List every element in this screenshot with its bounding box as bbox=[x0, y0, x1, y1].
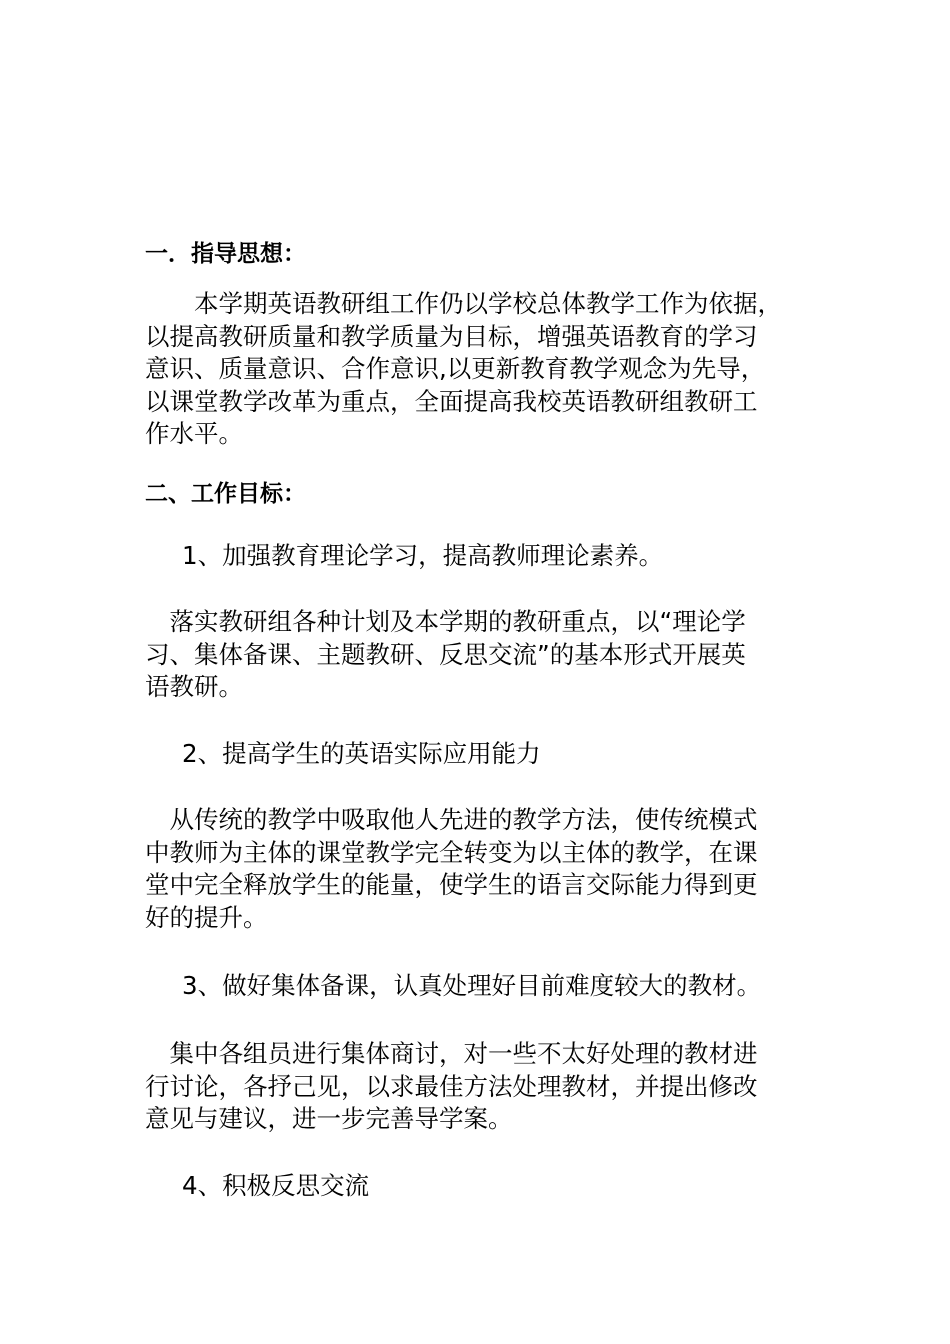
paragraph-line: 习、集体备课、主题教研、反思交流”的基本形式开展英 bbox=[145, 639, 746, 669]
paragraph-line: 意识、质量意识、合作意识,以更新教育教学观念为先导， bbox=[145, 354, 766, 383]
paragraph-line: 语教研。 bbox=[145, 672, 243, 701]
section-heading-work-goals: 二、工作目标： bbox=[145, 481, 306, 507]
paragraph-line: 好的提升。 bbox=[145, 902, 268, 932]
paragraph-line: 中教师为主体的课堂教学完全转变为以主体的教学，在课 bbox=[145, 837, 758, 867]
paragraph-line: 以课堂教学改革为重点，全面提高我校英语教研组教研工 bbox=[145, 386, 758, 416]
paragraph-line: 行讨论，各抒己见，以求最佳方法处理教材，并提出修改 bbox=[145, 1071, 758, 1101]
paragraph-line: 作水平。 bbox=[145, 419, 243, 448]
goal-1-paragraph bbox=[145, 606, 805, 704]
goal-3-title: 3、做好集体备课，认真处理好目前难度较大的教材。 bbox=[182, 971, 762, 1000]
paragraph-line: 本学期英语教研组工作仍以学校总体教学工作为依据， bbox=[145, 289, 782, 318]
guiding-ideology-paragraph bbox=[145, 288, 805, 451]
paragraph-line: 从传统的教学中吸取他人先进的教学方法，使传统模式 bbox=[145, 805, 758, 834]
goal-2-paragraph bbox=[145, 804, 805, 934]
paragraph-line: 堂中完全释放学生的能量，使学生的语言交际能力得到更 bbox=[145, 870, 758, 899]
paragraph-line: 意见与建议，进一步完善导学案。 bbox=[145, 1104, 513, 1133]
section-heading-guiding-ideology: 一．指导思想： bbox=[145, 241, 306, 267]
goal-3-paragraph bbox=[145, 1038, 805, 1136]
paragraph-line: 落实教研组各种计划及本学期的教研重点，以“理论学 bbox=[145, 607, 746, 636]
goal-2-title: 2、提高学生的英语实际应用能力 bbox=[182, 739, 541, 768]
goal-4-title: 4、积极反思交流 bbox=[182, 1171, 370, 1200]
paragraph-line: 集中各组员进行集体商讨，对一些不太好处理的教材进 bbox=[145, 1039, 758, 1068]
paragraph-line: 以提高教研质量和教学质量为目标，增强英语教育的学习 bbox=[145, 321, 758, 351]
goal-1-title: 1、加强教育理论学习，提高教师理论素养。 bbox=[182, 541, 664, 570]
